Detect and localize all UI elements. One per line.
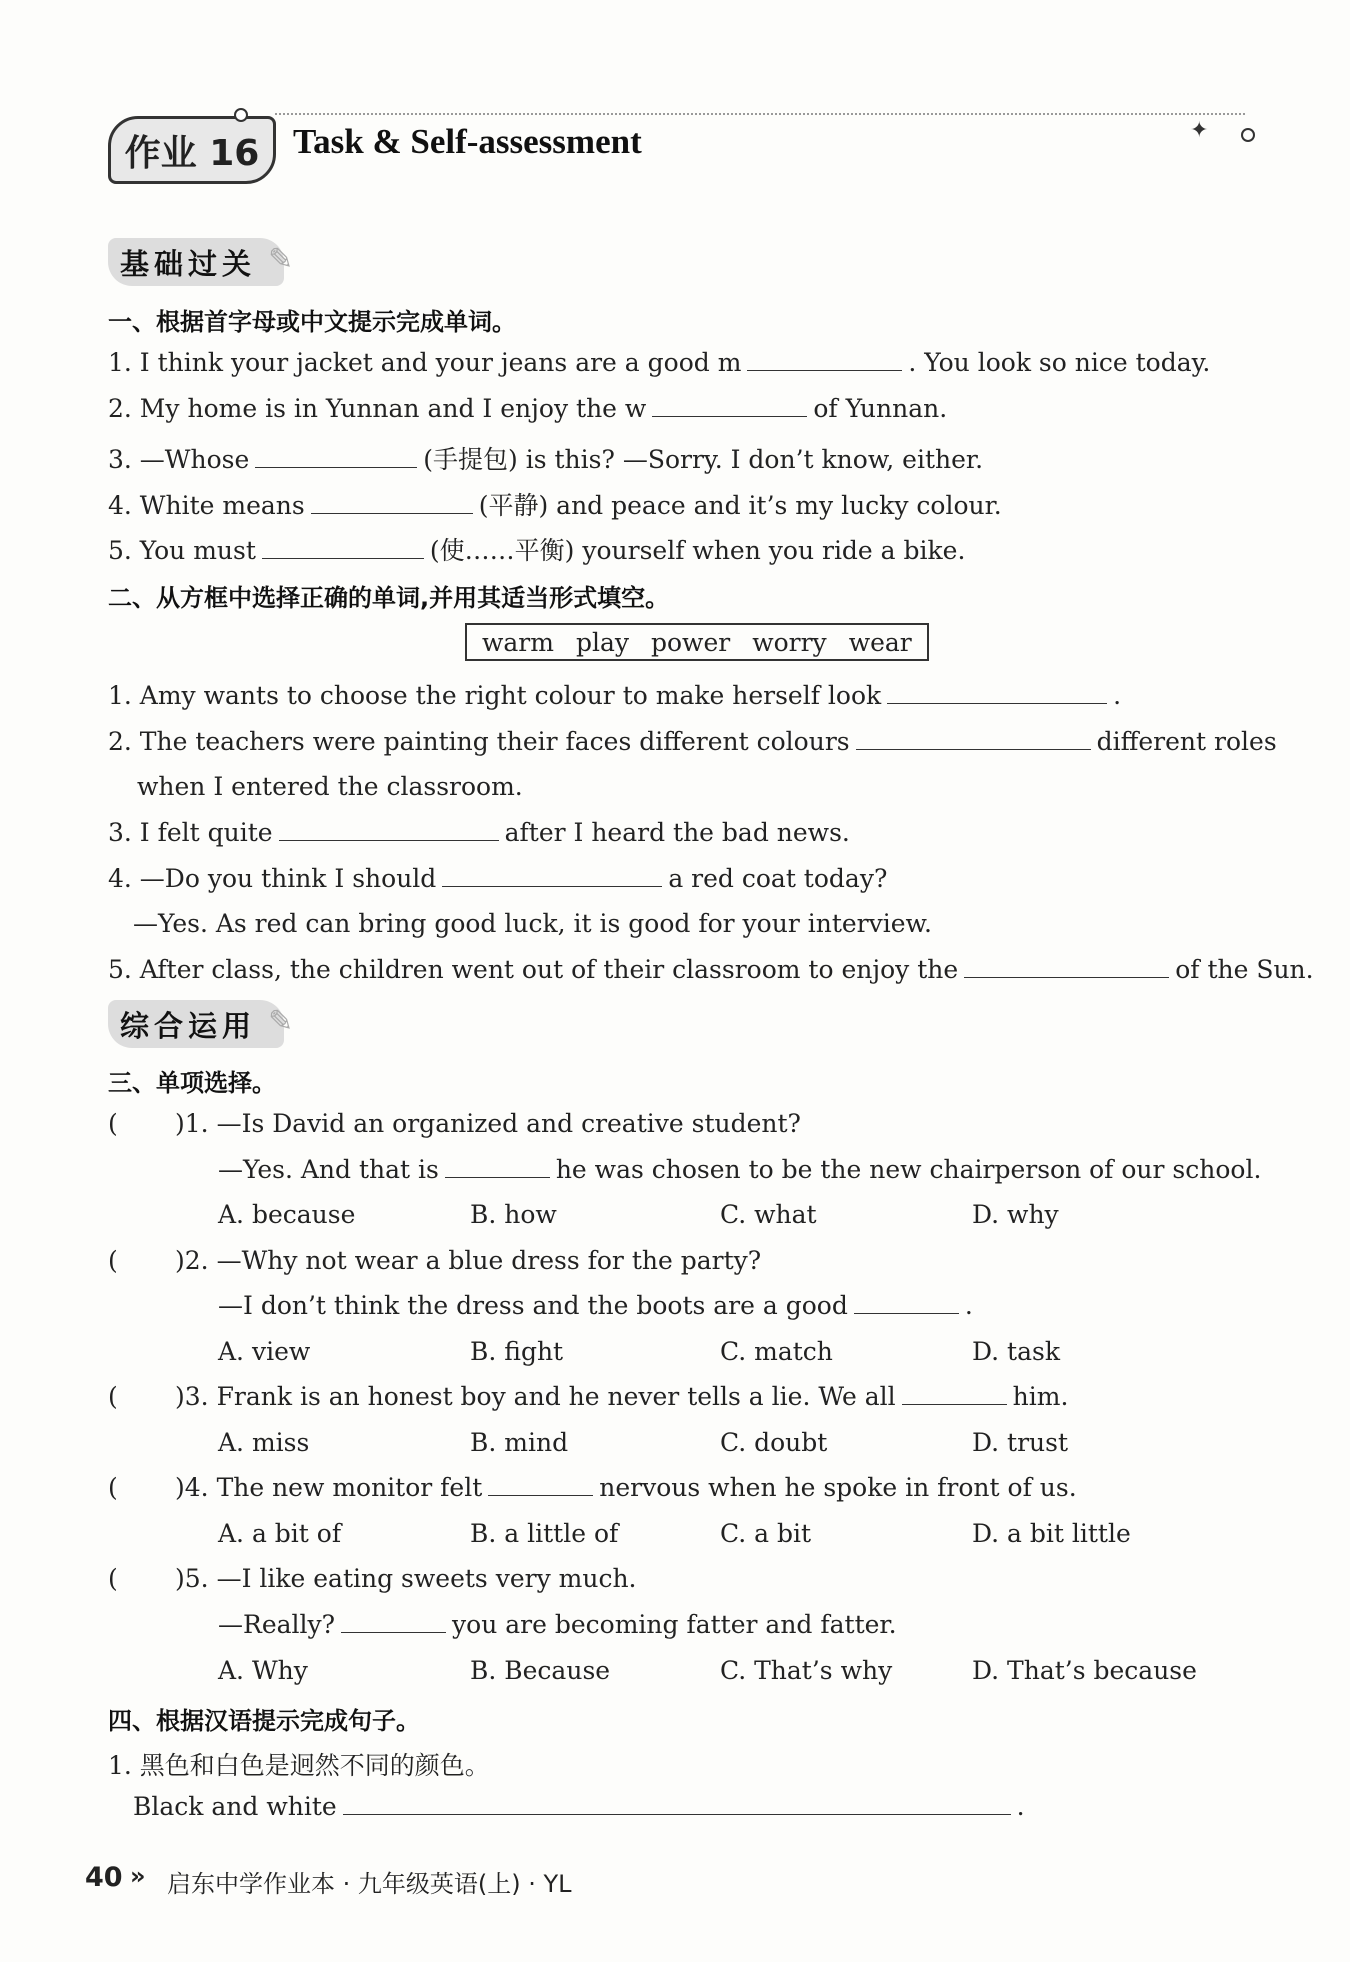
header-ring-decoration [234,108,248,122]
q1-option-d[interactable]: D. why [972,1200,1059,1229]
part2-item-4-response: —Yes. As red can bring good luck, it is good for your interview. [133,909,932,938]
part4-heading: 四、根据汉语提示完成句子。 [108,1707,420,1735]
header-dotted-line [275,113,1245,116]
q4-option-a[interactable]: A. a bit of [218,1519,342,1548]
q5-option-a[interactable]: A. Why [218,1656,308,1685]
question-2-line-2: —I don’t think the dress and the boots are a good . [218,1291,973,1320]
answer-blank[interactable] [311,491,473,514]
q4-option-c[interactable]: C. a bit [720,1519,812,1548]
word-option: warm [482,627,554,657]
part2-heading: 二、从方框中选择正确的单词,并用其适当形式填空。 [108,584,670,612]
part2-item-1: 1. Amy wants to choose the right colour to make herself look . [108,681,1122,710]
answer-paren[interactable]: ( [108,1109,118,1138]
part1-item-1: 1. I think your jacket and your jeans are a good m . You look so nice today. [108,348,1211,377]
header-end-ring [1241,128,1255,142]
q5-option-b[interactable]: B. Because [470,1656,611,1685]
part1-item-2: 2. My home is in Yunnan and I enjoy the w of Yunnan. [108,394,948,423]
part2-item-3: 3. I felt quite after I heard the bad news. [108,818,850,847]
double-chevron-icon: » [130,1862,146,1890]
question-1-line-2: —Yes. And that is he was chosen to be the new chairperson of our school. [218,1155,1262,1184]
part1-item-4: 4. White means (平静) and peace and it’s my lucky colour. [108,491,1002,520]
book-title-footer: 启东中学作业本 · 九年级英语(上) · YL [167,1870,572,1898]
page-title: Task & Self-assessment [293,122,642,161]
answer-blank[interactable] [343,1792,1011,1815]
answer-blank[interactable] [747,348,902,371]
page-number: 40 [85,1862,123,1893]
q5-option-d[interactable]: D. That’s because [972,1656,1197,1685]
answer-blank[interactable] [442,864,662,887]
part2-item-2: 2. The teachers were painting their faces different colours different roles [108,727,1277,756]
question-3: )3. Frank is an honest boy and he never tells a lie. We all him. [175,1382,1069,1411]
section-label-basic: 基础过关 [108,238,284,286]
answer-blank[interactable] [887,681,1107,704]
answer-blank[interactable] [341,1610,446,1633]
question-4: )4. The new monitor felt nervous when he spoke in front of us. [175,1473,1077,1502]
part2-item-2-cont: when I entered the classroom. [137,772,523,801]
section-label-integrated: 综合运用 [108,1000,284,1048]
question-5: )5. —I like eating sweets very much. [175,1564,637,1593]
word-option: power [651,627,731,657]
q1-option-c[interactable]: C. what [720,1200,817,1229]
word-option: wear [848,627,912,657]
question-2: )2. —Why not wear a blue dress for the party? [175,1246,762,1275]
q3-option-c[interactable]: C. doubt [720,1428,828,1457]
word-box [465,623,929,661]
q2-option-c[interactable]: C. match [720,1337,833,1366]
homework-number-badge: 作业 16 [108,116,276,184]
answer-paren[interactable]: ( [108,1473,118,1502]
part1-item-3: 3. —Whose (手提包) is this? —Sorry. I don’t know, either. [108,445,984,474]
answer-blank[interactable] [964,955,1169,978]
answer-paren[interactable]: ( [108,1246,118,1275]
pencil-icon: ✎ [268,242,294,277]
q1-option-a[interactable]: A. because [218,1200,356,1229]
answer-blank[interactable] [255,445,417,468]
q3-option-d[interactable]: D. trust [972,1428,1069,1457]
q4-option-d[interactable]: D. a bit little [972,1519,1131,1548]
q3-option-b[interactable]: B. mind [470,1428,569,1457]
q2-option-a[interactable]: A. view [218,1337,311,1366]
answer-blank[interactable] [856,727,1091,750]
answer-paren[interactable]: ( [108,1382,118,1411]
question-1: )1. —Is David an organized and creative student? [175,1109,801,1138]
pencil-icon: ✎ [268,1004,294,1039]
part3-heading: 三、单项选择。 [108,1069,276,1097]
answer-blank[interactable] [279,818,499,841]
answer-blank[interactable] [445,1155,550,1178]
q3-option-a[interactable]: A. miss [218,1428,310,1457]
answer-blank[interactable] [262,536,424,559]
word-option: worry [752,627,827,657]
q4-option-b[interactable]: B. a little of [470,1519,619,1548]
answer-blank[interactable] [488,1473,593,1496]
question-5-line-2: —Really? you are becoming fatter and fatter. [218,1610,897,1639]
answer-blank[interactable] [854,1291,959,1314]
word-option: play [575,627,629,657]
part1-heading: 一、根据首字母或中文提示完成单词。 [108,308,516,336]
q2-option-d[interactable]: D. task [972,1337,1060,1366]
sparkle-icon: ✦ [1190,118,1209,143]
q1-option-b[interactable]: B. how [470,1200,557,1229]
part4-item-1: 1. 黑色和白色是迥然不同的颜色。 [108,1751,490,1780]
answer-paren[interactable]: ( [108,1564,118,1593]
part2-item-5: 5. After class, the children went out of their classroom to enjoy the of the Sun. [108,955,1314,984]
q5-option-c[interactable]: C. That’s why [720,1656,893,1685]
part1-item-5: 5. You must (使……平衡) yourself when you ride a bike. [108,536,966,565]
answer-blank[interactable] [902,1382,1007,1405]
part4-item-1-answer: Black and white . [133,1792,1025,1821]
answer-blank[interactable] [652,394,807,417]
q2-option-b[interactable]: B. fight [470,1337,564,1366]
part2-item-4: 4. —Do you think I should a red coat today? [108,864,888,893]
